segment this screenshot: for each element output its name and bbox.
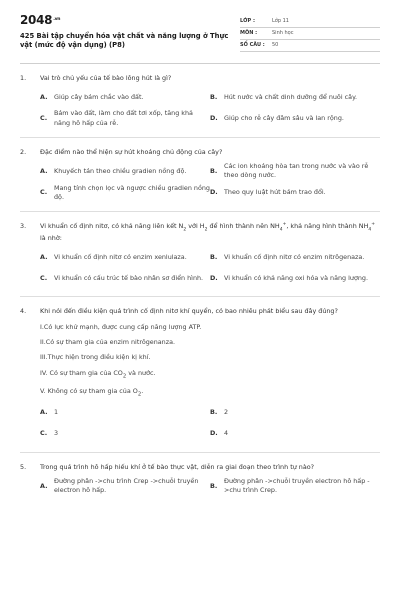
answer-options [20, 404, 380, 443]
option-row [40, 425, 380, 443]
question-divider [20, 452, 380, 453]
option-letter: B. [210, 92, 218, 101]
option-letter: A. [40, 166, 48, 175]
option-letter: D. [210, 188, 218, 197]
question-head [20, 74, 380, 83]
subscript: 4 [368, 227, 372, 233]
option-d[interactable] [210, 425, 380, 443]
option-c[interactable] [40, 109, 210, 128]
subscript: 2 [204, 227, 208, 233]
meta-key: MÔN : [240, 29, 258, 36]
option-b[interactable] [210, 162, 380, 181]
option-a[interactable] [40, 88, 210, 106]
statement-5 [40, 387, 380, 399]
statement-1: I.Có lực khử mạnh, được cung cấp năng lượng ATP. [40, 322, 202, 331]
meta-row-subject [240, 28, 380, 40]
meta-row-count [240, 40, 380, 52]
option-text: Vi khuẩn cố định nitơ có enzim xenlulaza. [54, 252, 187, 261]
header-left [20, 14, 235, 52]
option-letter: B. [210, 481, 218, 490]
option-a[interactable] [40, 162, 210, 181]
statement-2: II.Có sự tham gia của enzim nitrôgenanza. [40, 338, 176, 347]
text-segment: . [141, 386, 144, 395]
meta-table [240, 16, 380, 52]
option-row [40, 269, 380, 287]
option-letter: B. [210, 407, 218, 416]
question-text: Khi nói đến điều kiện quá trình cố định nitơ khí quyển, có bao nhiêu phát biểu sau đây đúng? [40, 307, 338, 316]
option-text: 2 [224, 407, 229, 416]
option-row [40, 88, 380, 106]
option-text: Đường phân ->chu trình Crep ->chuỗi truyền electron hô hấp. [54, 476, 199, 495]
option-text: Vi khuẩn có cấu trúc tế bào nhân sơ điển hình. [54, 273, 204, 282]
option-b[interactable] [210, 404, 380, 422]
option-row [40, 477, 380, 496]
option-text: Bám vào đất, làm cho đất tơi xốp, tăng khả năng hô hấp của rễ. [54, 109, 193, 127]
option-letter: B. [210, 252, 218, 261]
answer-options [20, 88, 380, 128]
question-head [20, 148, 380, 157]
text-segment: và nước. [126, 368, 156, 377]
option-text: Giúp cây bám chắc vào đất. [54, 92, 144, 101]
answer-options [20, 162, 380, 202]
option-letter: A. [40, 481, 48, 490]
text-segment: là nhờ: [40, 234, 62, 243]
question-3 [20, 222, 380, 297]
option-a[interactable] [40, 404, 210, 422]
option-d[interactable] [210, 109, 380, 128]
meta-key: LỚP : [240, 17, 255, 24]
question-number: 5. [20, 462, 27, 471]
question-text [40, 222, 380, 243]
question-number: 2. [20, 147, 27, 156]
question-5 [20, 463, 380, 496]
document-header [20, 14, 380, 52]
statement-4 [40, 369, 380, 381]
question-divider [20, 296, 380, 297]
subscript: 2 [137, 390, 142, 397]
option-b[interactable] [210, 477, 380, 496]
logo-text: 2048 [20, 13, 53, 27]
option-text: Hút nước và chất dinh dưỡng để nuôi cây. [224, 92, 357, 101]
option-letter: A. [40, 92, 48, 101]
option-letter: D. [210, 113, 218, 122]
option-row [40, 404, 380, 422]
option-letter: A. [40, 252, 48, 261]
question-4 [20, 307, 380, 452]
option-d[interactable] [210, 184, 380, 203]
text-segment: để hình thành nên NH [207, 222, 280, 231]
option-row [40, 109, 380, 128]
option-text: Theo quy luật hút bám trao đổi. [224, 188, 326, 197]
option-c[interactable] [40, 269, 210, 287]
superscript: + [282, 222, 287, 228]
option-letter: C. [40, 273, 48, 282]
question-1 [20, 74, 380, 138]
question-number: 4. [20, 307, 27, 316]
option-text: Vi khuẩn cố định nitơ có enzim nitrôgenaza. [224, 252, 365, 261]
statement-3: III.Thực hiện trong điều kiện kị khí. [40, 353, 151, 362]
question-text: Đặc điểm nào thể hiện sự hút khoáng chủ động của cây? [40, 147, 223, 156]
option-text: 1 [54, 407, 59, 416]
question-divider [20, 211, 380, 212]
option-d[interactable] [210, 269, 380, 287]
text-segment: với H [186, 222, 205, 231]
answer-options [20, 477, 380, 496]
text-segment: IV. Có sự tham gia của CO [40, 368, 123, 377]
logo-suffix: .vn [53, 17, 61, 23]
meta-value: Lớp 11 [272, 17, 289, 24]
option-text: Đường phân ->chuỗi truyền electron hô hấp ->chu trình Crep. [224, 476, 370, 495]
option-letter: D. [210, 428, 218, 437]
option-letter: D. [210, 273, 218, 282]
option-letter: B. [210, 166, 218, 175]
option-letter: C. [40, 113, 48, 122]
subscript: 2 [122, 372, 127, 379]
option-letter: A. [40, 407, 48, 416]
option-row [40, 184, 380, 203]
meta-value: 50 [272, 41, 279, 48]
option-text: 4 [224, 428, 229, 437]
text-segment: V. Không có sự tham gia của O [40, 386, 138, 395]
question-head [20, 222, 380, 243]
text-segment: , khả năng hình thành NH [286, 222, 369, 231]
header-divider [20, 63, 380, 64]
question-divider [20, 137, 380, 138]
option-b[interactable] [210, 248, 380, 266]
option-text: 3 [54, 428, 59, 437]
option-row [40, 248, 380, 266]
option-c[interactable] [40, 184, 210, 203]
option-c[interactable] [40, 425, 210, 443]
option-row [40, 162, 380, 181]
text-segment: Vi khuẩn cố định nitơ, có khả năng liên kết N [40, 222, 184, 231]
meta-key: SỐ CÂU : [240, 41, 265, 48]
option-text: Vi khuẩn có khả năng oxi hóa và năng lượng. [224, 273, 369, 282]
superscript: + [371, 222, 376, 228]
subscript: 4 [279, 227, 283, 233]
subscript: 2 [183, 227, 187, 233]
meta-value: Sinh học [272, 29, 294, 36]
option-text: Mang tính chọn lọc và ngược chiều gradien nồng độ. [54, 183, 210, 201]
option-text: Giúp cho rễ cây đâm sâu và lan rộng. [224, 113, 344, 122]
question-head [20, 307, 380, 316]
option-b[interactable] [210, 88, 380, 106]
answer-options [20, 248, 380, 287]
option-letter: C. [40, 428, 48, 437]
option-a[interactable] [40, 477, 210, 496]
meta-row-class [240, 16, 380, 28]
option-letter: C. [40, 188, 48, 197]
question-2 [20, 148, 380, 212]
option-text: Khuyếch tán theo chiều gradien nồng độ. [54, 166, 187, 175]
question-number: 3. [20, 222, 27, 231]
site-logo[interactable] [20, 14, 235, 26]
option-text: Các ion khoáng hòa tan trong nước và vào rễ theo dòng nước. [224, 162, 369, 180]
question-text: Trong quá trình hô hấp hiếu khí ở tế bào thực vật, diễn ra giai đoạn theo trình tự nào? [40, 462, 315, 471]
option-a[interactable] [40, 248, 210, 266]
question-text: Vai trò chủ yếu của tế bào lông hút là gì? [40, 74, 172, 82]
statement-list [20, 323, 380, 399]
question-number: 1. [20, 74, 27, 82]
question-head [20, 463, 380, 472]
document-title: 425 Bài tập chuyển hóa vật chất và năng lượng ở Thực vật (mức độ vận dụng) (P8) [20, 32, 229, 50]
